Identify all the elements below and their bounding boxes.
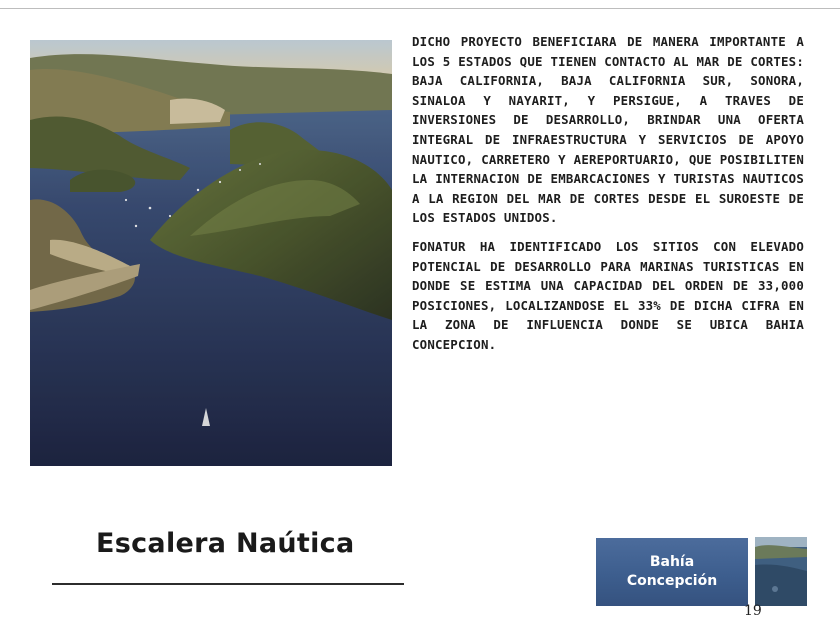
badge-line-2: Concepción [626, 573, 718, 589]
bahia-concepcion-badge [596, 538, 748, 606]
body-text [412, 32, 804, 364]
badge-line-1: Bahía [649, 554, 695, 570]
page-title: Escalera Naútica [96, 528, 355, 559]
top-border [0, 8, 840, 9]
paragraph-fonatur: FONATUR HA IDENTIFICADO LOS SITIOS CON ELEVADO POTENCIAL DE DESARROLLO PARA MARINAS TURISTICAS EN DONDE SE ESTIMA UNA CAPACIDAD DEL ORDEN DE 33,000 POSICIONES, LOCALIZANDOSE EL 33% DE DICHA CIFRA EN LA ZONA DE INFLUENCIA DONDE SE UBICA BAHIA CONCEPCION. [412, 238, 804, 352]
bay-thumbnail-photo [755, 537, 807, 606]
paragraph-project: DICHO PROYECTO BENEFICIARA DE MANERA IMPORTANTE A LOS 5 ESTADOS QUE TIENEN CONTACTO AL MAR DE CORTES: BAJA CALIFORNIA, BAJA CALIFORNIA SUR, SONORA, SINALOA Y NAYARIT, Y PERSIGUE, A TRAVES DE INVERSIONES DE DESARROLLO, BRINDAR UNA OFERTA INTEGRAL DE INFRAESTRUCTURA Y SERVICIOS DE APOYO NAUTICO, CARRETERO Y AEREPORTUARIO, QUE POSIBILITEN LA INTERNACION DE EMBARCACIONES Y TURISTAS NAUTICOS A LA REGION DEL MAR DE CORTES DESDE EL SUROESTE DE LOS ESTADOS UNIDOS. [412, 34, 804, 226]
page-number: 19 [744, 603, 762, 619]
bay-aerial-photo [30, 40, 392, 466]
title-underline [52, 583, 404, 585]
